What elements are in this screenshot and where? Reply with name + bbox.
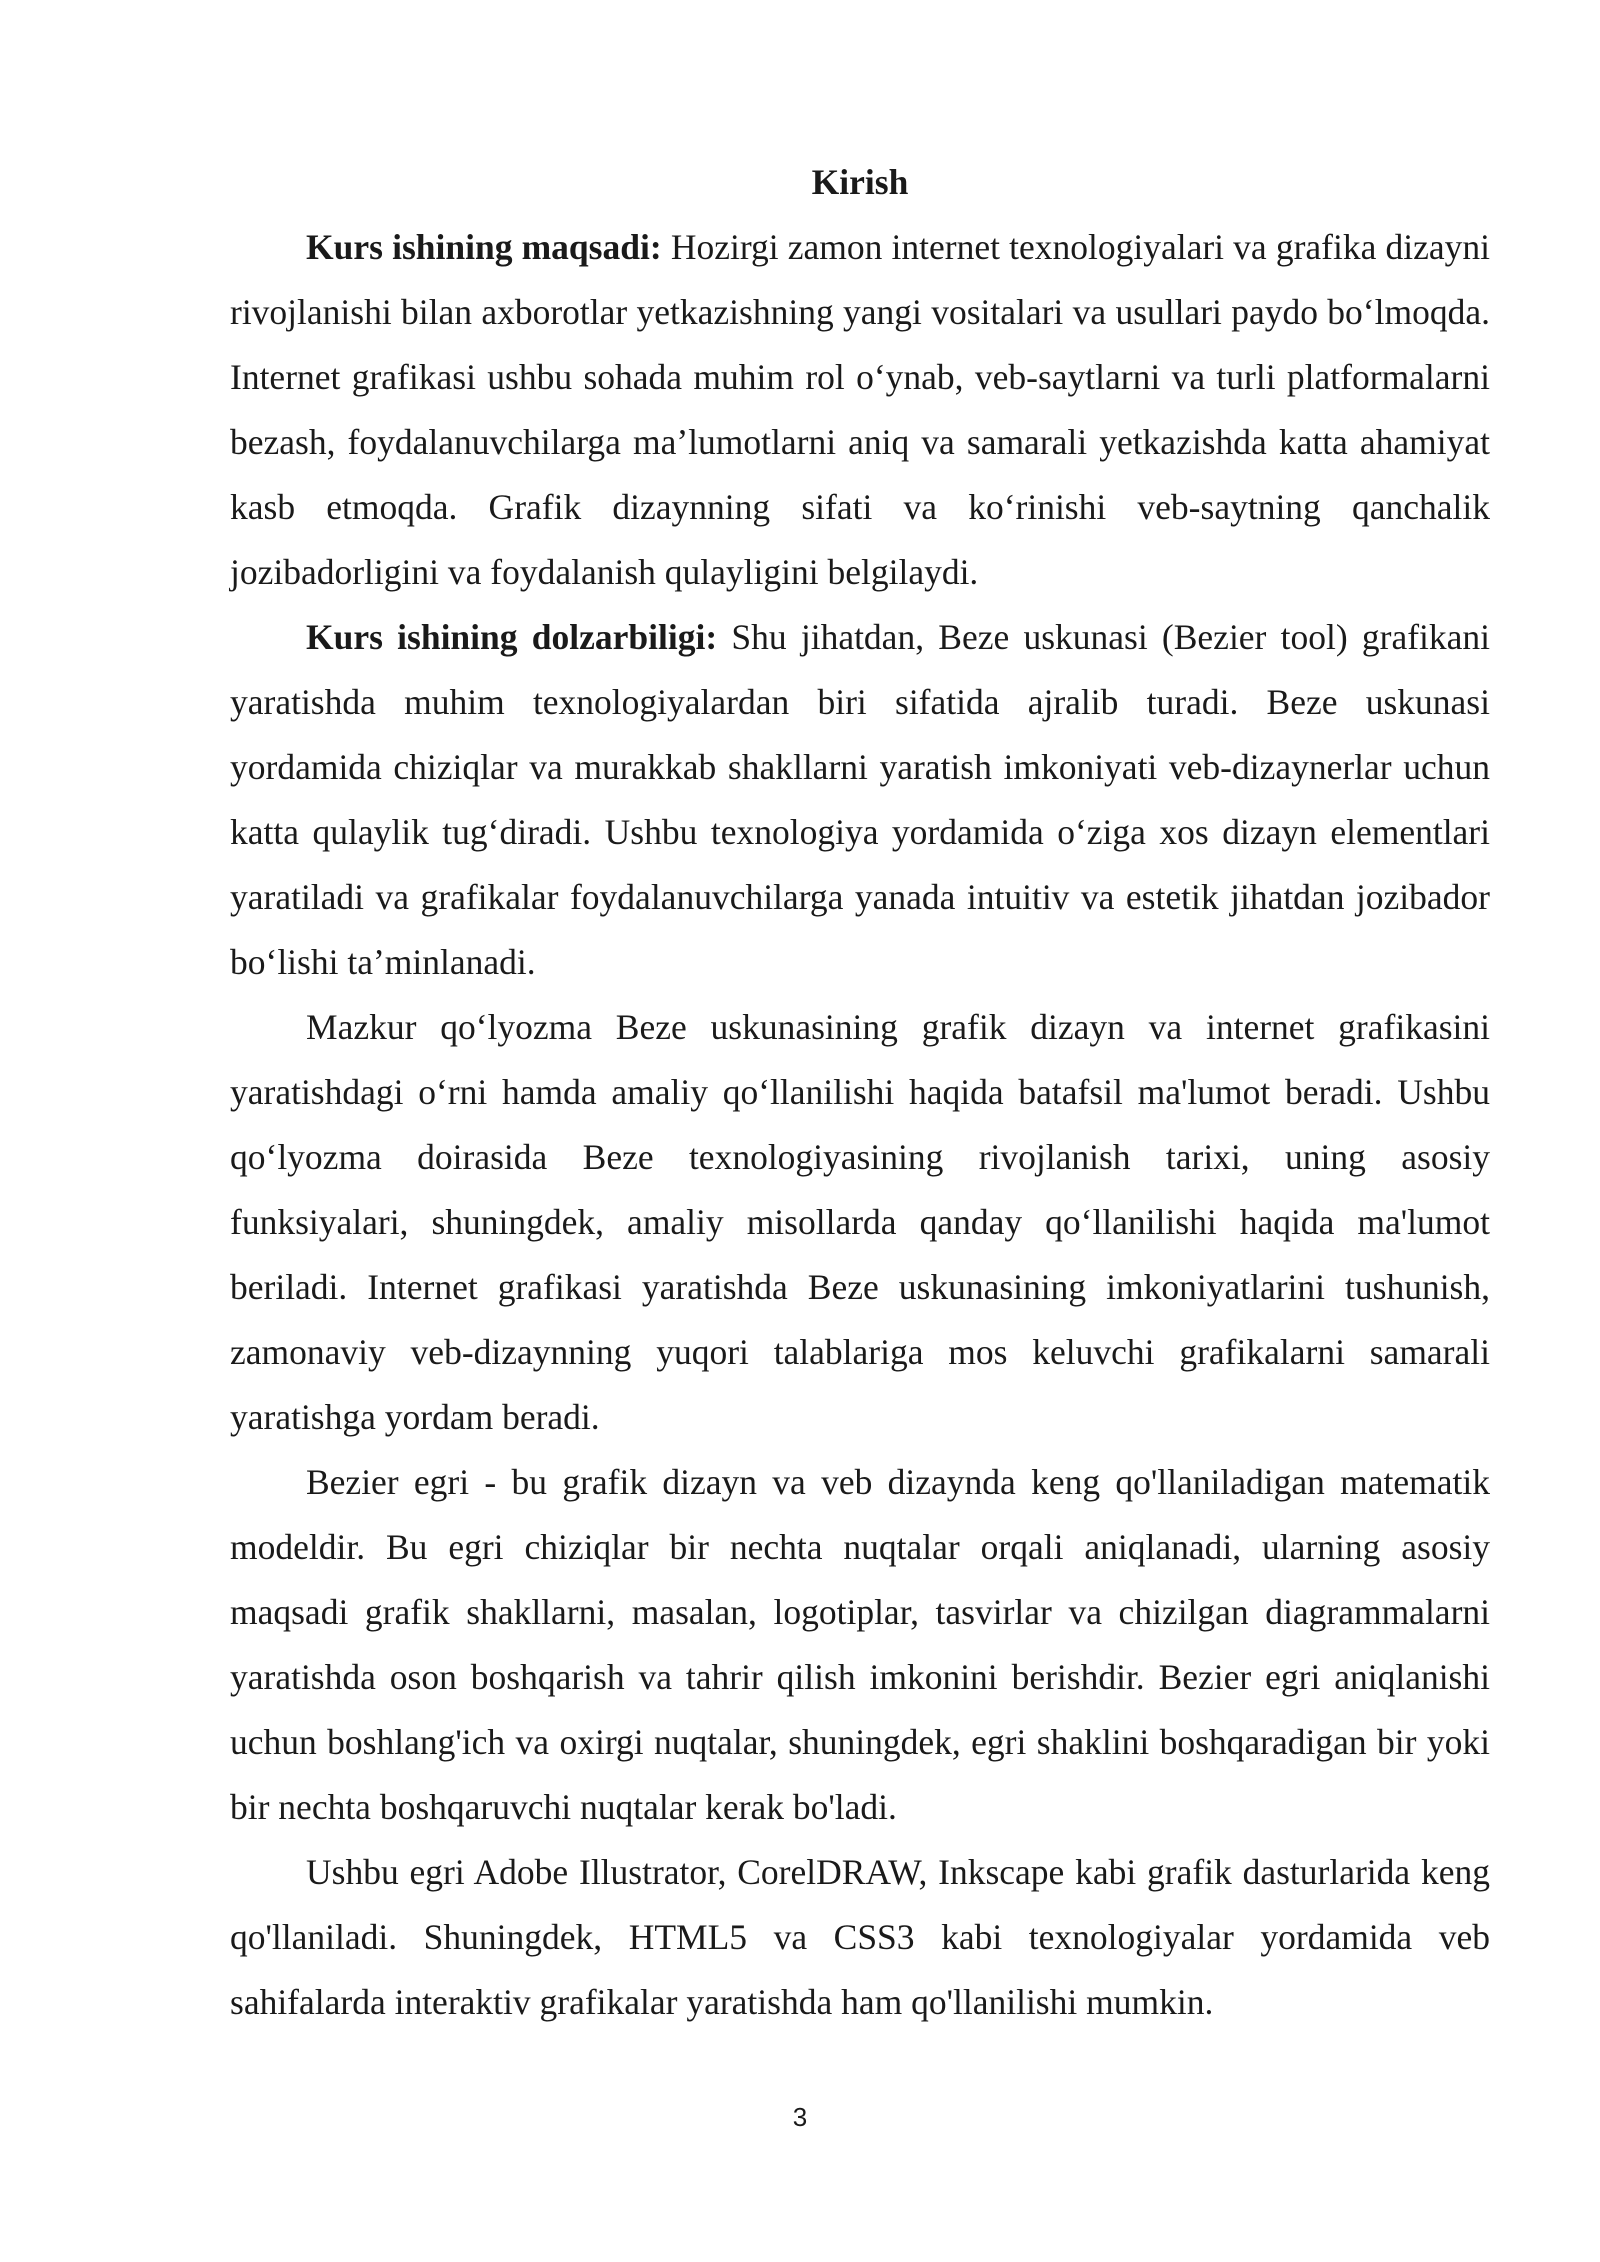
paragraph-lead: Kurs ishining maqsadi: [306, 227, 662, 267]
paragraph-text: Mazkur qoʻlyozma Beze uskunasining grafik dizayn va internet grafikasini yaratishdagi oʻrni hamda amaliy qoʻllanilishi haqida batafsil ma'lumot beradi. Ushbu qoʻlyozma doirasida Beze texnologiyasining rivojlanish tarixi, uning asosiy funksiyalari, shuningdek, amaliy misollarda qanday qoʻllanilishi haqida ma'lumot beriladi. Internet grafikasi yaratishda Beze uskunasining imkoniyatlarini tushunish, zamonaviy veb-dizaynning yuqori talablariga mos keluvchi grafikalarni samarali yaratishga yordam beradi. [230, 1007, 1490, 1437]
paragraph-text: Ushbu egri Adobe Illustrator, CorelDRAW, Inkscape kabi grafik dasturlarida keng qo'llaniladi. Shuningdek, HTML5 va CSS3 kabi texnologiyalar yordamida veb sahifalarda interaktiv grafikalar yaratishda ham qo'llanilishi mumkin. [230, 1852, 1490, 2022]
paragraph-bezier-usage [230, 1840, 1490, 2035]
paragraph-bezier-definition [230, 1450, 1490, 1840]
page-number: 3 [792, 2102, 808, 2132]
paragraph-text: Bezier egri - bu grafik dizayn va veb dizaynda keng qo'llaniladigan matematik modeldir. Bu egri chiziqlar bir nechta nuqtalar orqali aniqlanadi, ularning asosiy maqsadi grafik shakllarni, masalan, logotiplar, tasvirlar va chizilgan diagrammalarni yaratishda oson boshqarish va tahrir qilish imkonini berishdir. Bezier egri aniqlanishi uchun boshlang'ich va oxirgi nuqtalar, shuningdek, egri shaklini boshqaradigan bir yoki bir nechta boshqaruvchi nuqtalar kerak bo'ladi. [230, 1462, 1490, 1827]
paragraph-manual-overview [230, 995, 1490, 1450]
paragraph-goal [230, 215, 1490, 605]
paragraph-text: Hozirgi zamon internet texnologiyalari va grafika dizayni rivojlanishi bilan axborotlar yetkazishning yangi vositalari va usullari paydo boʻlmoqda. Internet grafikasi ushbu sohada muhim rol oʻynab, veb-saytlarni va turli platformalarni bezash, foydalanuvchilarga maʼlumotlarni aniq va samarali yetkazishda katta ahamiyat kasb etmoqda. Grafik dizaynning sifati va koʻrinishi veb-saytning qanchalik jozibadorligini va foydalanish qulayligini belgilaydi. [230, 227, 1490, 592]
page-title: Kirish [811, 162, 909, 202]
page-body [230, 150, 1490, 2035]
paragraph-text: Shu jihatdan, Beze uskunasi (Bezier tool) grafikani yaratishda muhim texnologiyalardan biri sifatida ajralib turadi. Beze uskunasi yordamida chiziqlar va murakkab shakllarni yaratish imkoniyati veb-dizaynerlar uchun katta qulaylik tugʻdiradi. Ushbu texnologiya yordamida oʻziga xos dizayn elementlari yaratiladi va grafikalar foydalanuvchilarga yanada intuitiv va estetik jihatdan jozibador boʻlishi taʼminlanadi. [230, 617, 1491, 982]
paragraph-relevance [230, 605, 1490, 995]
paragraph-lead: Kurs ishining dolzarbiligi: [306, 617, 718, 657]
